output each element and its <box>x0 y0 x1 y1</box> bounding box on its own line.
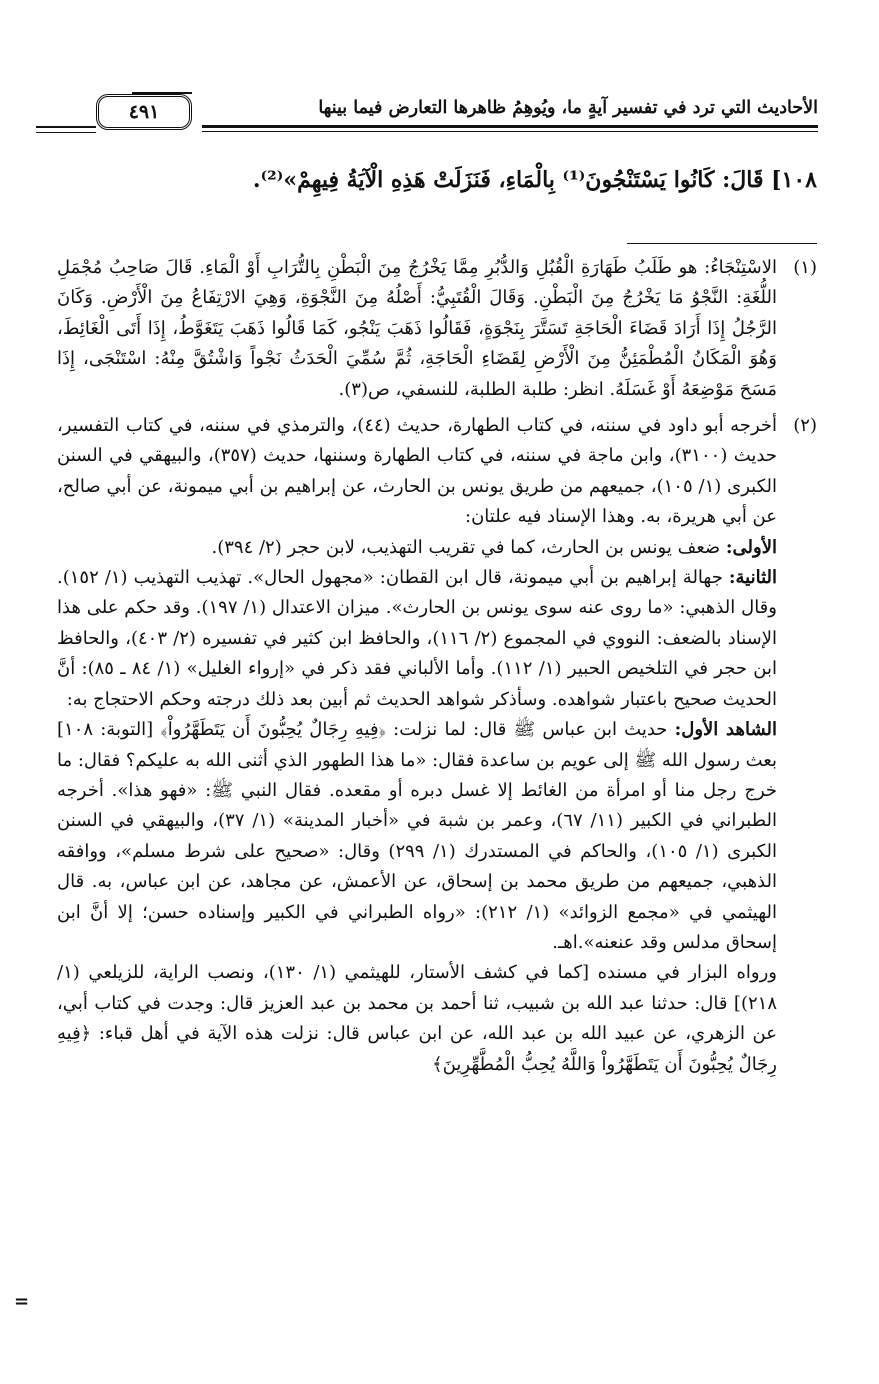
footnote-paragraph: أخرجه أبو داود في سننه، في كتاب الطهارة، حديث (٤٤)، والترمذي في سننه، في كتاب التفسير، حديث (٣١٠٠)، وابن ماجة في سننه، في كتاب الطهارة وسننها، حديث (٣٥٧)، والبيهقي في السنن الكبرى (١/ ١٠٥)، جميعهم من طريق يونس بن الحارث، عن إبراهيم بن أبي ميمونة، عن أبي صالح، عن أبي هريرة، به. وهذا الإسناد فيه علتان: <box>57 415 777 528</box>
footnote-separator <box>627 243 817 244</box>
footnote-2 <box>57 411 817 1080</box>
running-title: الأحاديث التي ترد في تفسير آيةٍ ما، ويُوهِمُ ظاهرها التعارض فيما بينها <box>318 98 818 118</box>
footnote-paragraph-bazzar: ورواه البزار في مسنده [كما في كشف الأستار، للهيثمي (١/ ١٣٠)، ونصب الراية، للزيلعي (١/ ٢١٨)] قال: حدثنا عبد الله بن شبيب، ثنا أحمد بن محمد بن عبد العزيز قال: وجدت في كتاب أبي، عن الزهري، عن عبيد الله بن عبد الله، عن ابن عباس قال: نزلت هذه الآية في أهل قباء: ﴿فِيهِ رِجَالٌ يُحِبُّونَ أَن يَتَطَهَّرُواْ وَاللَّهُ يُحِبُّ الْمُطَّهِّرِينَ﴾ <box>57 962 777 1075</box>
verse-line: ١٠٨] قَالَ: كَانُوا يَسْتَنْجُونَ⁽¹⁾ بِالْمَاءِ، فَنَزَلَتْ هَذِهِ الْآيَةُ فِيهِمْ»⁽²⁾. <box>252 167 817 193</box>
left-rule-decor <box>132 92 192 94</box>
footnote-paragraph-second-cause: الثانية: جهالة إبراهيم بن أبي ميمونة، قال ابن القطان: «مجهول الحال». تهذيب التهذيب (١/ ١٥٢). وقال الذهبي: «ما روى عنه سوى يونس بن الحارث». ميزان الاعتدال (١/ ١٩٧). وقد حكم على هذا الإسناد بالضعف: النووي في المجموع (٢/ ١١٦)، والحافظ ابن كثير في تفسيره (٢/ ٤٠٣)، والحافظ ابن حجر في التلخيص الحبير (١/ ١١٢). وأما الألباني فقد ذكر في «إرواء الغليل» (١/ ٨٤ ـ ٨٥): أنَّ الحديث صحيح باعتبار شواهده. وسأذكر شواهد الحديث ثم أبين بعد ذلك درجته وحكم الاحتجاج به: <box>57 567 777 710</box>
footnote-paragraph-first-witness: الشاهد الأول: حديث ابن عباس ﷺ قال: لما نزلت: ﴿فِيهِ رِجَالٌ يُحِبُّونَ أَن يَتَطَهَّرُواْ﴾ [التوبة: ١٠٨] بعث رسول الله ﷺ إلى عويم بن ساعدة فقال: «ما هذا الطهور الذي أثنى الله به عليكم؟ فقال: ما خرج رجل منا أو امرأة من الغائط إلا غسل دبره أو مقعده. فقال النبي ﷺ: «فهو هذا». أخرجه الطبراني في الكبير (١١/ ٦٧)، وعمر بن شبة في «أخبار المدينة» (١/ ٣٧)، والبيهقي في السنن الكبرى (١/ ١٠٥)، والحاكم في المستدرك (١/ ٢٩٩) وقال: «صحيح على شرط مسلم»، ووافقه الذهبي، جميعهم من طريق محمد بن إسحاق، عن الأعمش، عن مجاهد، عن ابن عباس، به. قال الهيثمي في «مجمع الزوائد» (١/ ٢١٢): «رواه الطبراني في الكبير وإسناده حسن؛ إلا أنَّ ابن إسحاق مدلس وقد عنعنه».اهـ. <box>56 719 777 953</box>
left-rule-top <box>36 126 96 128</box>
footnote-1 <box>57 253 817 405</box>
page-number: ٤٩١ <box>96 94 192 130</box>
footnote-number: (١) <box>793 257 817 278</box>
footnote-paragraph: الاسْتِنْجَاءُ: هو طَلَبُ طَهَارَةِ الْقُبُلِ وَالدُّبُرِ مِمَّا يَخْرُجُ مِنَ الْبَطْنِ بِالتُّرَابِ أَوْ الْمَاءِ. قَالَ صَاحِبُ مُجْمَلِ اللُّغَةِ: النَّجْوُ مَا يَخْرُجُ مِنَ الْبَطْنِ. وَقَالَ الْقُتَبِيُّ: أَصْلُهُ مِنَ النَّجْوَةِ، وَهِيَ الارْتِفَاعُ مِنَ الْأَرْضِ. وَكَانَ الرَّجُلُ إِذَا أَرَادَ قَضَاءَ الْحَاجَةِ تَسَتَّرَ بِنَجْوَةٍ، فَقَالُوا ذَهَبَ يَنْجُو، كَمَا قَالُوا ذَهَبَ يَتَغَوَّطُ، إِذَا أَتَى الْغَائِطَ، وَهُوَ الْمَكَانُ الْمُطْمَئِنُّ مِنَ الْأَرْضِ لِقَضَاءِ الْحَاجَةِ، ثُمَّ سُمِّيَ الْحَدَثُ نَجْواً وَاشْتُقَّ مِنْهُ: اسْتَنْجَى، إِذَا مَسَحَ مَوْضِعَهُ أَوْ غَسَلَهُ. انظر: طلبة الطلبة، للنسفي، ص(٣). <box>57 257 777 400</box>
footnote-paragraph-first-cause: الأولى: ضعف يونس بن الحارث، كما في تقريب التهذيب، لابن حجر (٢/ ٣٩٤). <box>211 536 777 558</box>
header-rule-thick <box>202 125 818 128</box>
page-header <box>96 92 818 140</box>
left-rule-bottom <box>36 132 96 133</box>
continuation-mark: = <box>14 1291 30 1312</box>
footnotes <box>57 253 817 1080</box>
footnote-number: (٢) <box>793 415 817 437</box>
header-rule-thin <box>202 131 818 132</box>
